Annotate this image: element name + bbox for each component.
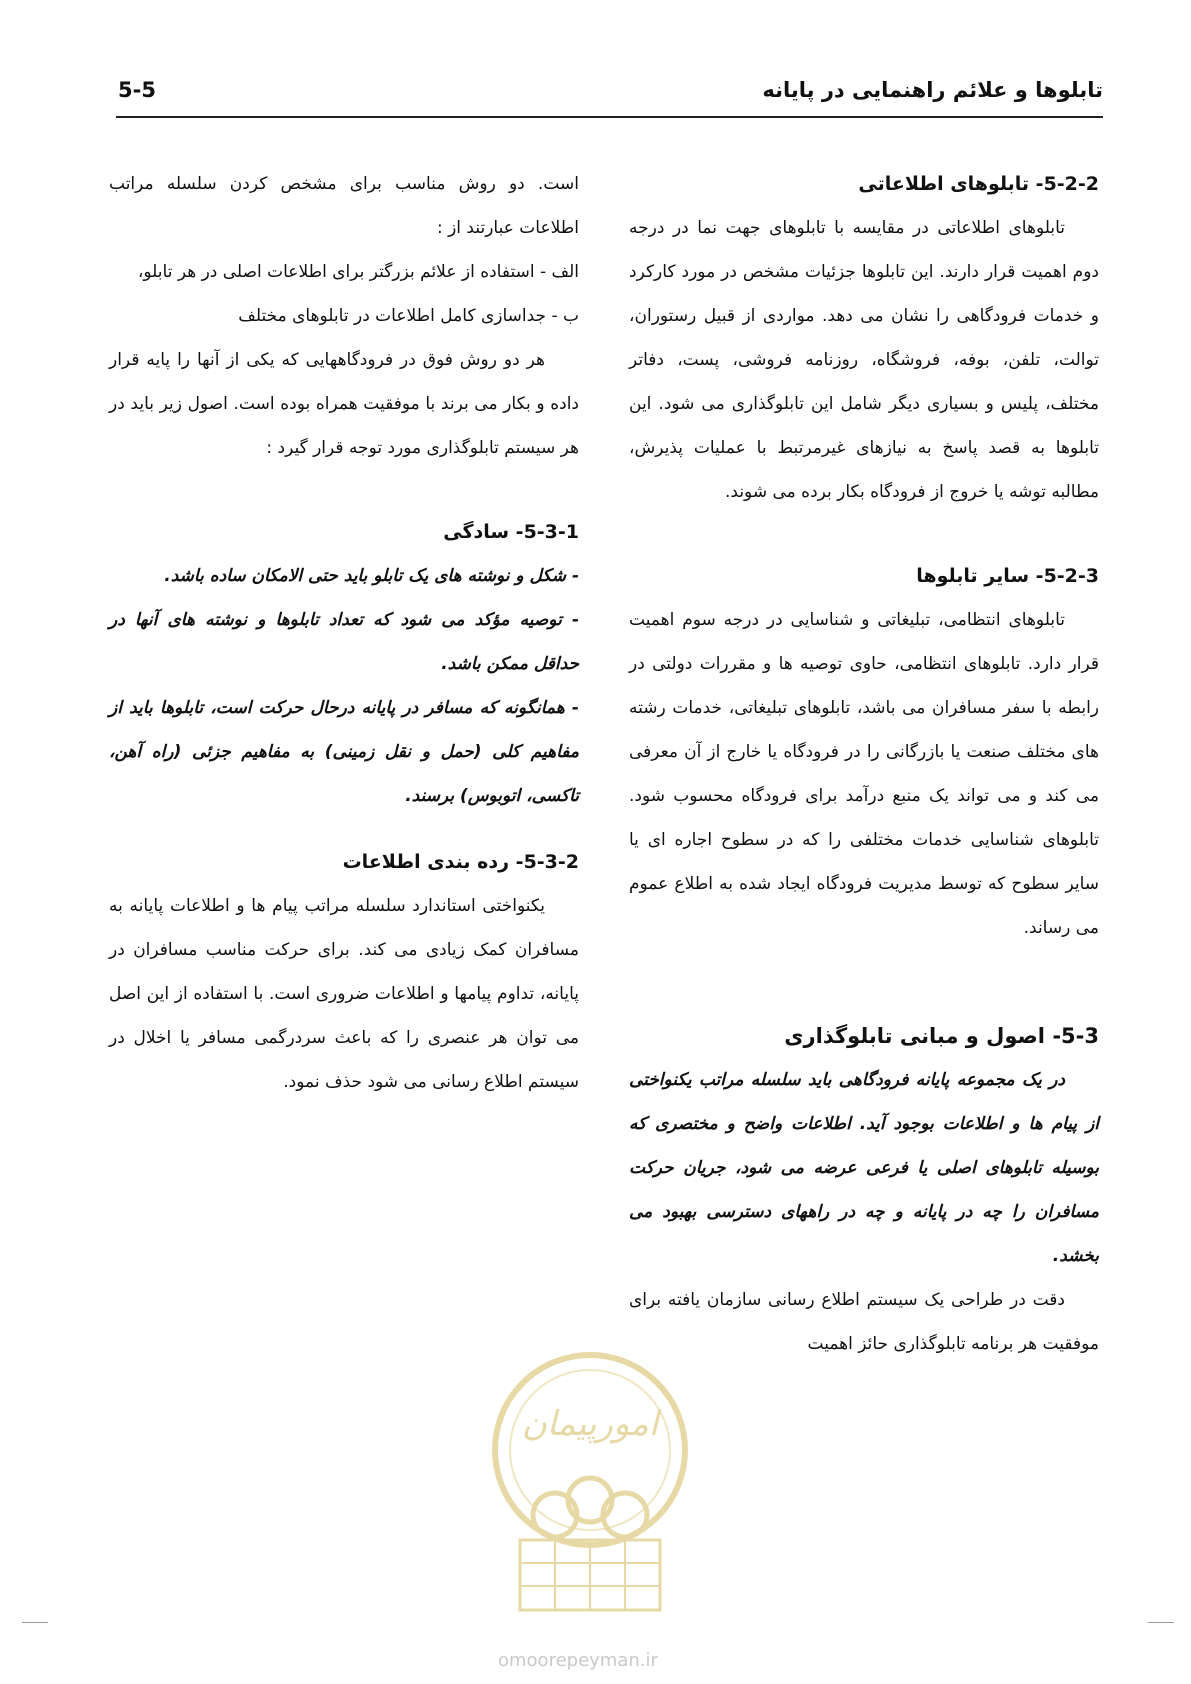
page-number: 5-5 xyxy=(118,78,156,102)
paragraph-principles-emphasis: در یک مجموعه پایانه فرودگاهی باید سلسله مراتب یکنواختی از پیام ها و اطلاعات بوجود آید. اطلاعات واضح و مختصری که بوسیله تابلوهای اصلی یا فرعی عرضه می شود، جریان حرکت مسافران را چه در پایانه و چه در راههای دسترسی بهبود می بخشد. xyxy=(629,1070,1099,1266)
paragraph-information-grading: یکنواختی استاندارد سلسله مراتب پیام ها و اطلاعات پایانه به مسافران کمک زیادی می کند. برای حرکت مناسب مسافران در پایانه، تداوم پیامها و اطلاعات ضروری است. با استفاده از این اصل می توان هر عنصری را که باعث سردرگمی مسافر یا اخلال در سیستم اطلاع رسانی می شود حذف نمود. xyxy=(109,896,579,1092)
paragraph-other-signs: تابلوهای انتظامی، تبلیغاتی و شناسایی در درجه سوم اهمیت قرار دارد. تابلوهای انتظامی، حاوی توصیه ها و مقررات دولتی در رابطه با سفر مسافران می باشد، تابلوهای تبلیغاتی، خدمات رشته های مختلف صنعت یا بازرگانی را در فرودگاه یا خارج از آن معرفی می کند و می تواند یک منبع درآمد برای فرودگاه محسوب شود. تابلوهای شناسایی خدمات مختلفی را که در سطوح اجاره ای یا سایر سطوح که توسط مدیریت فرودگاه ایجاد شده به اطلاع عموم می رساند. xyxy=(629,610,1099,938)
left-column xyxy=(109,162,579,1104)
stamp-text: امورپیمان xyxy=(521,1404,659,1444)
section-heading-information-grading: 5-3-2- رده بندی اطلاعات xyxy=(342,851,579,873)
bullet-simplicity-2: - توصیه مؤکد می شود که تعداد تابلوها و نوشته های آنها در حداقل ممکن باشد. xyxy=(109,610,579,674)
paragraph-information-signs: تابلوهای اطلاعاتی در مقایسه با تابلوهای جهت نما در درجه دوم اهمیت قرار دارند. این تابلوها جزئیات مشخص در مورد کارکرد و خدمات فرودگاهی را نشان می دهد. مواردی از قبیل رستوران، توالت، تلفن، بوفه، فروشگاه، روزنامه فروشی، پست، دفاتر مختلف، پلیس و بسیاری دیگر شامل این تابلوگذاری می شود. این تابلوها به قصد پاسخ به نیازهای غیرمرتبط با عملیات پذیرش، مطالبه توشه یا خروج از فرودگاه بکار برده می شوند. xyxy=(629,218,1099,502)
section-heading-other-signs: 5-2-3- سایر تابلوها xyxy=(916,565,1099,587)
section-heading-simplicity: 5-3-1- سادگی xyxy=(443,521,579,543)
header-rule xyxy=(116,116,1103,118)
list-item-alef: الف - استفاده از علائم بزرگتر برای اطلاعات اصلی در هر تابلو، xyxy=(137,262,579,282)
paragraph-principles-continued: دقت در طراحی یک سیستم اطلاع رسانی سازمان یافته برای موفقیت هر برنامه تابلوگذاری حائز اهمیت xyxy=(629,1290,1099,1354)
paragraph-continuation: است. دو روش مناسب برای مشخص کردن سلسله مراتب اطلاعات عبارتند از : xyxy=(109,174,579,238)
bullet-simplicity-1: - شکل و نوشته های یک تابلو باید حتی الامکان ساده باشد. xyxy=(164,566,579,586)
paragraph-methods: هر دو روش فوق در فرودگاههایی که یکی از آنها را پایه قرار داده و بکار می برند با موفقیت همراه بوده است. اصول زیر باید در هر سیستم تابلوگذاری مورد توجه قرار گیرد : xyxy=(109,350,579,458)
watermark-url: omoorepeyman.ir xyxy=(498,1650,658,1671)
running-header-title: تابلوها و علائم راهنمایی در پایانه xyxy=(762,78,1103,102)
section-heading-information-signs: 5-2-2- تابلوهای اطلاعاتی xyxy=(858,173,1099,195)
watermark-stamp-icon xyxy=(480,1340,700,1620)
section-heading-principles: 5-3- اصول و مبانی تابلوگذاری xyxy=(784,1024,1099,1048)
right-column xyxy=(629,162,1099,1366)
list-item-be: ب - جداسازی کامل اطلاعات در تابلوهای مختلف xyxy=(238,306,579,326)
crop-mark xyxy=(22,1622,48,1623)
crop-mark xyxy=(1148,1622,1174,1623)
bullet-simplicity-3: - همانگونه که مسافر در پایانه درحال حرکت است، تابلوها باید از مفاهیم کلی (حمل و نقل زمینی) به مفاهیم جزئی (راه آهن، تاکسی، اتوبوس) برسند. xyxy=(109,698,579,806)
